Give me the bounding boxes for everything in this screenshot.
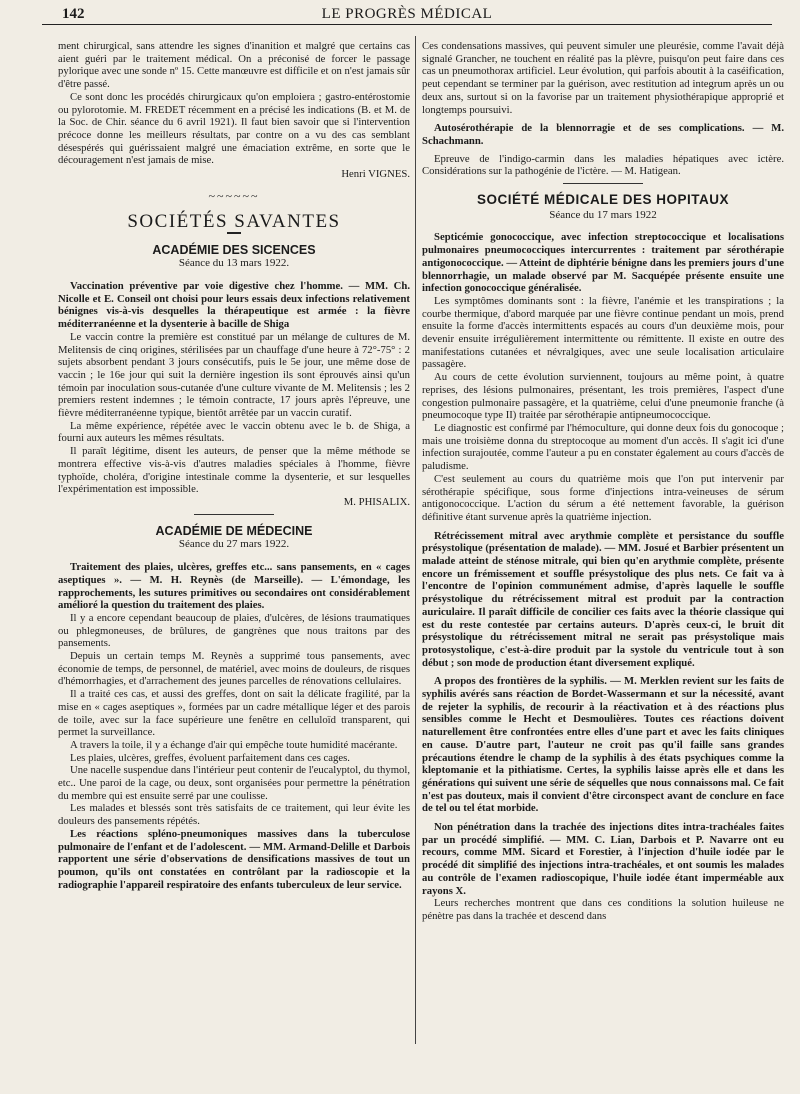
- article-paragraph: A travers la toile, il y a échange d'air qui empêche toute humidité macérante.: [70, 738, 398, 751]
- article-paragraph: Il a traité ces cas, et aussi des greffes, dont on sait la délicate fragilité, par la mise en « cages aseptiques », formées par un cadre métallique léger et des parois de toile, avec sur la face supérieure une fenêtre en celluloïd transparent, qui permet la surveillance.: [58, 688, 410, 739]
- session-date: Séance du 17 mars 1922: [549, 208, 657, 221]
- article-paragraph: C'est seulement au cours du quatrième mois que l'on put intervenir par sérothérapie spécifique, sous forme d'injections intra-veineuses de sérum antigonococcique. L'action du sérum a été nettement favorable, la guérison définitive étant survenue après la quatrième injection.: [422, 472, 784, 523]
- article-paragraph: Septicémie gonococcique, avec infection streptococcique et localisations pulmonaires pneumococciques intercurrentes : traitement par sérothérapie antigonococcique. — Atteint de diphtérie bénigne dans les premiers jours d'une blennorrhagie, un malade observé par M. Sacquépée présente ensuite une infection gonococcique généralisée.: [422, 231, 784, 295]
- title-dash: [227, 232, 241, 234]
- left-column: [58, 40, 410, 1088]
- article-paragraph: Traitement des plaies, ulcères, greffes etc... sans pansements, en « cages aseptiques ». — M. H. Reynès (de Marseille). — L'émondage, les rapprochements, les sutures primitives ou secondaires ont considérablement amélioré la question du traitement des plaies.: [58, 561, 410, 612]
- article-paragraph: Leurs recherches montrent que dans ces conditions la solution huileuse ne pénètre pas dans la trachée et descend dans: [422, 897, 784, 922]
- article-paragraph: Depuis un certain temps M. Reynès a supprimé tous pansements, avec économie de temps, de personnel, de matériel, avec moins de douleurs, de risques d'hémorrhagies, et d'arrachement des jeunes parcelles de rénovations cellulaires.: [58, 650, 410, 688]
- academy-title: ACADÉMIE DE MÉDECINE: [155, 523, 313, 538]
- author-signature: M. PHISALIX.: [343, 496, 410, 508]
- article-paragraph: La même expérience, répétée avec le vaccin obtenu avec le b. de Shiga, a fourni aux auteurs les mêmes résultats.: [58, 419, 410, 445]
- article-paragraph: Les malades et blessés sont très satisfaits de ce traitement, qui leur évite les douleurs des pansements répétés.: [58, 802, 410, 828]
- article-paragraph: Vaccination préventive par voie digestive chez l'homme. — MM. Ch. Nicolle et E. Conseil ont choisi pour leurs essais deux infections relativement bénignes vis-à-vis desquelles la thérapeutique est armée : la fièvre méditerranéenne et la dysenterie à bacille de Shiga: [58, 280, 410, 331]
- section-rule: [563, 183, 643, 184]
- body-paragraph: ment chirurgical, sans attendre les signes d'inanition et malgré que certains cas aient guéri par le traitement médical. On a préconisé de forcer le passage pylorique avec une sonde nº 15. Cette manœuvre est difficile et on n'est jamais sûr d'être passé.: [58, 40, 410, 91]
- right-column: [422, 40, 784, 1088]
- society-title: SOCIÉTÉ MÉDICALE DES HOPITAUX: [476, 192, 730, 208]
- abstract-item: Epreuve de l'indigo-carmin dans les maladies hépatiques avec ictère. Considérations sur la pathogénie de l'ictère. — M. Hatigean.: [422, 152, 784, 178]
- article-paragraph: Il paraît légitime, disent les auteurs, de penser que la même méthode se montrera effective vis-à-vis d'autres maladies spéciales à l'homme, fièvre typhoïde, choléra, d'origine intestinale comme la dysenterie, et sur lesquelles l'expérimentation est impossible.: [58, 445, 410, 496]
- article-paragraph: Une nacelle suspendue dans l'intérieur peut contenir de l'eucalyptol, du thymol, etc.. Une paroi de la cage, ou deux, sont organisées pour permettre la pénétration du membre qui est ensuite serré par une coulisse.: [58, 764, 410, 802]
- session-date: Séance du 27 mars 1922.: [178, 538, 290, 551]
- body-paragraph: Ces condensations massives, qui peuvent simuler une pleurésie, comme l'avait déjà signalé Grancher, ne touchent en réalité pas la plèvre, puisqu'on peut faire dans ces cas un pneumothorax artificiel. Leur évolution, qui parfois aboutit à la caséification, peut cependant se terminer par la guérison, avec restitution ad integrum après un ou deux ans, surtout si on la favorise par un traitement physiothérapique approprié et longtemps poursuivi.: [422, 40, 784, 116]
- session-date: Séance du 13 mars 1922.: [178, 257, 290, 270]
- abstract-item: Autosérothérapie de la blennorragie et de ses complications. — M. Schachmann.: [422, 122, 784, 147]
- article-paragraph: Rétrécissement mitral avec arythmie complète et persistance du souffle présystolique (présentation de malade). — MM. Josué et Barbier présentent un malade atteint de sténose mitrale, qui bien qu'en arythmie complète, présente encore un frémissement et souffle présystolique des plus nets. Ce fait va à l'encontre de l'opinion communément admise, d'après laquelle le souffle présystolique du rétrécissement mitral est produit par la contraction auriculaire. Il paraît difficile de concilier ces faits avec la théorie classique qui est du reste contestée par certains auteurs. D'après ceux-ci, le bruit dit présystolique du rétrécissement mitral ne serait pas présystolique mais protosystolique, c'est-à-dire produit par la systole du ventricule tout à son début ; son mode de production étant diversement expliqué.: [422, 529, 784, 669]
- page-number: 142: [62, 6, 85, 22]
- column-divider: [415, 36, 416, 1044]
- article-paragraph: Le vaccin contre la première est constitué par un mélange de cultures de M. Melitensis de cinq origines, stérilisées par un chauffage d'une heure à 72°-75° : 2 sujets absorbent pendant 3 jours consécutifs, puis le 5e jour, une même dose de vaccin ; le 16e jour qui suit la dernière ingestion ils sont éprouvés ainsi qu'un témoin par inoculation sous-cutanée d'une culture vivante de M. Melitensis ; les 2 premiers restent indemnes ; le témoin contracte, 17 jours après l'épreuve, une fièvre méditerranéenne typique, bientôt arrêtée par un vaccin curatif.: [58, 330, 410, 420]
- article-paragraph: Non pénétration dans la trachée des injections dites intra-trachéales faites par un procédé simplifié. — MM. C. Lian, Darbois et P. Navarre ont eu recours, comme MM. Sicard et Forestier, à l'injection d'huile iodée par le procédé dit simplifié des injections intra-trachéales, et ont soumis les malades au contrôle de l'examen radioscopique, l'huile iodée étant imperméable aux rayons X.: [422, 821, 784, 897]
- journal-title: LE PROGRÈS MÉDICAL: [321, 6, 493, 22]
- article-paragraph: Les réactions spléno-pneumoniques massives dans la tuberculose pulmonaire de l'enfant et de l'adolescent. — MM. Armand-Delille et Darbois rapportent une série d'observations de densifications massives de tout un poumon, qu'ils ont constatées en contrôlant par la radioscopie et la radiographie l'appareil respiratoire des enfants tuberculeux de leur service.: [58, 827, 410, 891]
- page-header: [42, 4, 772, 25]
- article-paragraph: Il y a encore cependant beaucoup de plaies, d'ulcères, de lésions traumatiques ou phlegmoneuses, de brûlures, de gangrènes que nous traitons par des pansements.: [58, 611, 410, 650]
- article-paragraph: Les symptômes dominants sont : la fièvre, l'anémie et les transpirations ; la courbe thermique, d'abord marquée par une fièvre continue pendant un mois, prend ensuite la forme d'accès intermittents espacés au cours d'un deuxième mois, pour devenir ensuite irrégulièrement intermittente ou rémittente. Il existe en outre des manifestations cutanées et névralgiques, avec une seule localisation articulaire passagère.: [422, 294, 784, 371]
- ornament-divider: ~~~~~~: [208, 188, 260, 203]
- section-title: SOCIÉTÉS SAVANTES: [127, 211, 341, 233]
- article-paragraph: A propos des frontières de la syphilis. — M. Merklen revient sur les faits de syphilis avérés sans réaction de Bordet-Wassermann et sur la nécessité, avant de rejeter la syphilis, de recourir à la réactivation et à des réactions plus sensibles comme le Hecht et Desmoulières. Toutes ces réactions doivent naturellement être confrontées entre elles d'une part et avec les faits cliniques en cause. D'autre part, l'auteur ne croit pas qu'il faille sans grandes précautions étendre le champ de la syphilis à des états psychiques comme la kleptomanie et la pithiatisme. Certes, la syphilis laisse après elle et dans les générations qui suivent une série de séquelles que nous connaissons mal. Ce fait n'est pas douteux, mais il convient d'être circonspect avant de conclure en face de tel ou tel état morbide.: [422, 675, 784, 815]
- author-signature: Henri VIGNES.: [341, 168, 410, 181]
- body-paragraph: Ce sont donc les procédés chirurgicaux qu'on emploiera ; gastro-entérostomie ou pylorotomie. M. FREDET récemment en a précisé les indications (B. et M. de la Soc. de Chir. séance du 6 avril 1921). Il faut bien savoir que si l'intervention précoce donne les meilleurs résultats, par contre on a vu des cas semblant désespérés qui guérissaient malgré une émaciation extrême, en sorte que le découragement n'est jamais de mise.: [58, 90, 410, 167]
- article-paragraph: Au cours de cette évolution surviennent, toujours au même point, à quatre reprises, des lésions pulmonaires, présentant, les trois premières, l'aspect d'une congestion pulmonaire passagère, et la quatrième, celui d'une pneumonie franche (à pneumocoque type II) traitée par sérothérapie antipneumococcique.: [422, 371, 784, 422]
- article-paragraph: Les plaies, ulcères, greffes, évoluent parfaitement dans ces cages.: [70, 751, 350, 764]
- section-rule: [194, 514, 274, 515]
- article-paragraph: Le diagnostic est confirmé par l'hémoculture, qui donne deux fois du gonocoque ; mais une troisième donna du streptocoque au moment d'un accès. Il s'agit ici d'une infection surajoutée, comme l'auteur a pu en constater également au cours d'accès de paludisme.: [422, 421, 784, 473]
- academy-title: ACADÉMIE DES SICENCES: [152, 242, 316, 257]
